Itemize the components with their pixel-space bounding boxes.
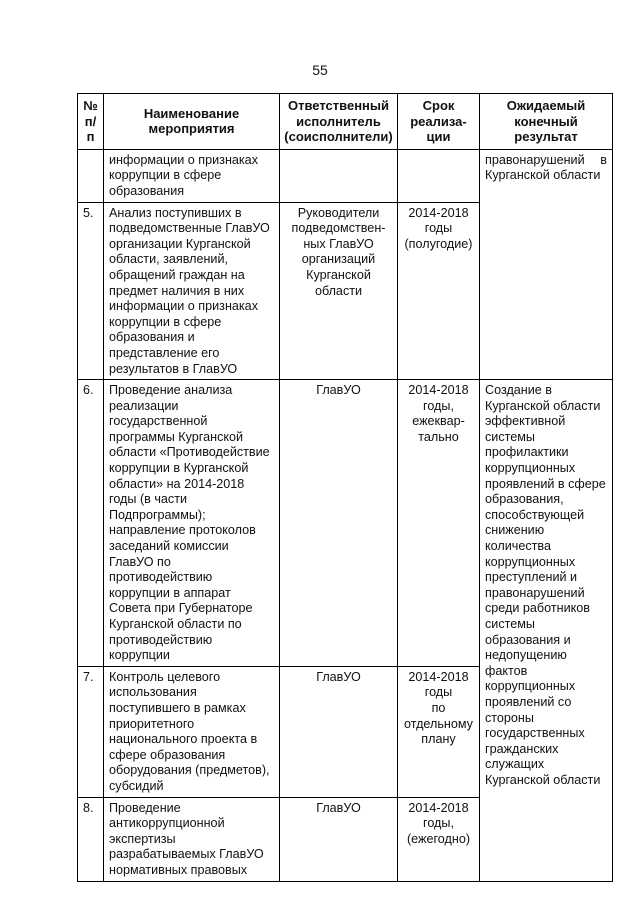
row-number: 8. [78, 797, 104, 881]
row-name: Проведение анализа реализации государственной программы Курганской области «Противодействие коррупции в Курганской области» на 2014-2018 годы (в части Подпрограммы); направление протоколов заседаний комиссии ГлавУО по противодействию коррупции в аппарат Совета при Губернаторе Курганской области по противодействию коррупции [104, 380, 280, 667]
measures-table [77, 93, 613, 882]
row-name: Анализ поступивших в подведомственные ГлавУО организации Курганской области, заявлений, обращений граждан на предмет наличия в них информации о признаках коррупции в сфере образования и представление его результатов в ГлавУО [104, 202, 280, 380]
table-row [78, 380, 613, 667]
row-term [398, 149, 480, 202]
header-executor: Ответственный исполнитель (соисполнители) [280, 94, 398, 150]
row-term: 2014-2018 годы по отдельному плану [398, 666, 480, 797]
header-name: Наименование мероприятия [104, 94, 280, 150]
row-name: Контроль целевого использования поступившего в рамках приоритетного национального проекта в сфере образования оборудования (предметов), субсидий [104, 666, 280, 797]
row-executor: ГлавУО [280, 797, 398, 881]
row-number: 7. [78, 666, 104, 797]
row-result-line-2: Курганской области [485, 168, 601, 183]
row-number [78, 149, 104, 202]
row-result-line-1: правонарушений в [485, 152, 607, 167]
row-name: информации о признаках коррупции в сфере образования [104, 149, 280, 202]
row-result: Создание в Курганской области эффективной системы профилактики коррупционных проявлений в сфере образования, способствующей снижению количества коррупционных преступлений и правонарушений среди работников системы образования и недопущению фактов коррупционных проявлений со стороны государственных гражданских служащих Курганской области [480, 380, 613, 881]
row-term: 2014-2018 годы, ежеквар- тально [398, 380, 480, 667]
row-executor: Руководители подведомствен- ных ГлавУО организаций Курганской области [280, 202, 398, 380]
row-executor: ГлавУО [280, 380, 398, 667]
row-number: 5. [78, 202, 104, 380]
row-result [480, 149, 613, 379]
header-number: № п/п [78, 94, 104, 150]
table-header-row [78, 94, 613, 150]
row-executor: ГлавУО [280, 666, 398, 797]
table-row [78, 149, 613, 202]
row-name: Проведение антикоррупционной экспертизы разрабатываемых ГлавУО нормативных правовых [104, 797, 280, 881]
row-executor [280, 149, 398, 202]
header-result: Ожидаемый конечный результат [480, 94, 613, 150]
row-number: 6. [78, 380, 104, 667]
row-term: 2014-2018 годы, (ежегодно) [398, 797, 480, 881]
page-number: 55 [312, 62, 328, 78]
row-term: 2014-2018 годы (полугодие) [398, 202, 480, 380]
header-term: Срок реализа- ции [398, 94, 480, 150]
